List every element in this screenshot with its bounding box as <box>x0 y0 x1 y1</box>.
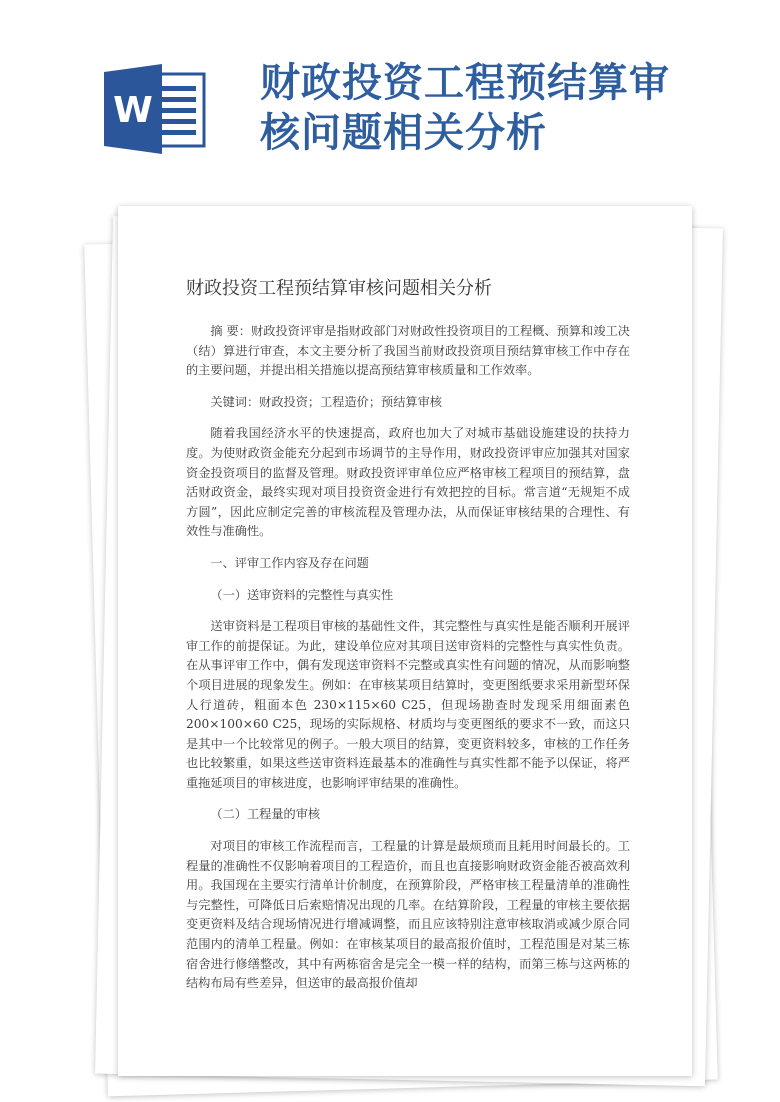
title-line-2: 核问题相关分析 <box>260 110 547 156</box>
abstract-paragraph: 摘 要：财政投资评审是指财政部门对财政性投资项目的工程概、预算和竣工决（结）算进行审查，本文主要分析了我国当前财政投资项目预结算审核工作中存在的主要问题，并提出相关措施以提高预结算审核质量和工作效率。 <box>186 324 630 378</box>
subsection-1-paragraph: 送审资料是工程项目审核的基础性文件，其完整性与真实性是能否顺利开展评审工作的前提保证。为此，建设单位应对其项目送审资料的完整性与真实性负责。在从事评审工作中，偶有发现送审资料不完整或真实性有问题的情况，从而影响整个项目进展的现象发生。例如：在审核某项目结算时，变更图纸要求采用新型环保人行道砖，粗面本色 230×115×60 C25，但现场勘查时发现采用细面素色 200×100×60 C25，现场的实际规格、材质均与变更图纸的要求不一致，而这只是其中一个比较常见的例子。一般大项目的结算，变更资料较多，审核的工作任务也比较繁重，如果这些送审资料连最基本的准确性与真实性都不能予以保证，将严重拖延项目的审核进度，也影响评审结果的准确性。 <box>186 619 630 790</box>
subsection-2-paragraph: 对项目的审核工作流程而言，工程量的计算是最烦琐而且耗用时间最长的。工程量的准确性不仅影响着项目的工程造价，而且也直接影响财政资金能否被高效利用。我国现在主要实行清单计价制度，在预算阶段，严格审核工程量清单的准确性与完整性，可降低日后索赔情况出现的几率。在结算阶段，工程量的审核主要依据变更资料及结合现场情况进行增减调整，而且应该特别注意审核取消或减少原合同范围内的清单工程量。例如：在审核某项目的最高报价值时，工程范围是对某三栋宿舍进行修缮整改，其中有两栋宿舍是完全一模一样的结构，而第三栋与这两栋的结构布局有些差异，但送审的最高报价值却 <box>186 839 630 991</box>
title-line-1: 财政投资工程预结算审 <box>260 60 670 106</box>
subsection-heading-1: （一）送审资料的完整性与真实性 <box>210 587 394 602</box>
subsection-heading-2: （二）工程量的审核 <box>210 807 321 822</box>
svg-text:W: W <box>113 90 153 131</box>
section-heading: 一、评审工作内容及存在问题 <box>210 555 369 570</box>
document-title: 财政投资工程预结算审核问题相关分析 <box>186 278 492 299</box>
keywords-line: 关键词：财政投资；工程造价；预结算审核 <box>210 394 442 409</box>
intro-paragraph: 随着我国经济水平的快速提高，政府也加大了对城市基础设施建设的扶持力度。为使财政资金能充分起到市场调节的主导作用，财政投资评审应加强其对国家资金投资项目的监督及管理。财政投资评审单位应严格审核工程项目的预结算，盘活财政资金，最终实现对项目投资资金进行有效把控的目标。常言道“无规矩不成方圆”，因此应制定完善的审核流程及管理办法，从而保证审核结果的合理性、有效性与准确性。 <box>186 426 630 539</box>
document-page <box>118 206 692 1076</box>
